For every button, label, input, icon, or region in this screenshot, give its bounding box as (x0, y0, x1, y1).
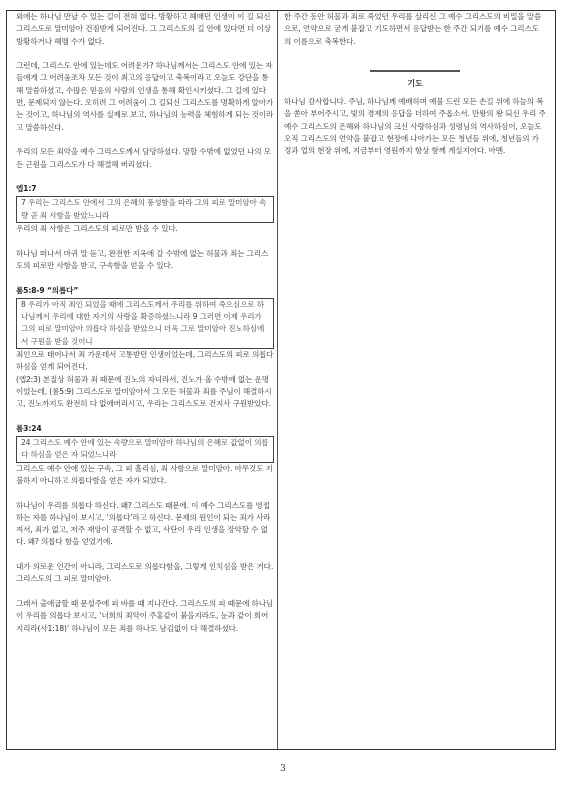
scripture-reference: 엡1:7 (16, 184, 37, 194)
paragraph: 죄인으로 태어나서 죄 가운데서 고통받던 인생이었는데, 그리스도의 피로 의롭다 하심을 얻게 되어진다. (16, 350, 274, 372)
column-divider (277, 11, 278, 749)
prayer-heading: 기도 (370, 70, 460, 90)
scripture-reference: 롬3:24 (16, 423, 42, 433)
paragraph: 우리의 모든 죄악을 예수 그리스도께서 담당하셨다. 망할 수밖에 없었던 나의 모든 근원을 그리스도가 다 해결해 버리셨다. (16, 147, 271, 169)
page-frame (6, 10, 556, 750)
page-number: 3 (280, 764, 286, 774)
scripture-reference: 롬5:8-9 “의롭다” (16, 285, 79, 295)
scripture-verse-box: 24 그리스도 예수 안에 있는 속량으로 말미암아 하나님의 은혜로 값없이 의롭다 하심을 얻은 자 되었느니라 (16, 436, 274, 463)
paragraph: 우리의 죄 사함은 그리스도의 피로만 받을 수 있다. (16, 224, 178, 234)
paragraph: 한 주간 동안 허물과 죄로 죽었던 우리를 살리신 그 예수 그리스도의 비밀을 말씀으로, 언약으로 굳게 붙잡고 기도하면서 응답받는 한 주간 되기를 예수 그리스도의 이름으로 축복한다. (284, 12, 542, 46)
paragraph: 그래서 출애굽할 때 문설주에 피 바를 때 지나간다. 그리스도의 피 때문에 하나님이 우리를 의롭다 보시고, ‘너희의 죄악이 주홍같이 붉을지라도, 눈과 같이 희어지리라(사1:18)’ 하나님이 모든 죄를 하나도 남김없이 다 해결하셨다. (16, 598, 274, 633)
paragraph: 내가 의로운 인간이 아니라, 그리스도로 의롭다함을, 그렇게 인치심을 받은 거다. 그리스도의 그 피로 말미암아. (16, 562, 274, 584)
paragraph: 그런데, 그리스도 안에 있는데도 어려운가? 하나님께서는 그리스도 안에 있는 자들에게 그 어려움조차 모든 것이 최고의 응답이고 축복이라고 오늘도 강단을 통해 말씀하셨고, 수많은 믿음의 사람의 인생을 통해 확인시키셨다. 그 길에 있다면, 문제되지 않는다. 오히려 그 어려움이 그 길되신 그리스도를 명확하게 알아가는 것이고, 하나님의 역사를 실제로 보고, 하나님의 능력을 체험하게 되는 것이라고 말씀하신다. (16, 61, 274, 132)
paragraph: 그리스도 예수 안에 있는 구속, 그 피 흘리심, 죄 사함으로 말미암아. 아무것도 지불하지 아니하고 의롭다함을 얻은 자가 되었다. (16, 463, 273, 485)
right-column (284, 11, 546, 158)
paragraph: 외에는 하나님 만날 수 있는 길이 전혀 없다. 방황하고 헤매던 인생이 이 길 되신 그리스도로 말미암아 건짐받게 되어진다. 그 그리스도의 길 안에 있다면 더 이상 방황하거나 헤맬 수가 없다. (16, 12, 271, 46)
scripture-verse-box: 8 우리가 아직 죄인 되었을 때에 그리스도께서 우리를 위하여 죽으심으로 하나님께서 우리에 대한 자기의 사랑을 확증하셨느니라 9 그러면 이제 우리가 그의 피로 말미암아 의롭다 하심을 받았으니 더욱 그로 말미암아 진노하심에서 구원을 받을 것이니 (16, 298, 274, 349)
paragraph: 하나님이 우리를 의롭다 하신다. 왜? 그리스도 때문에. 이 예수 그리스도를 영접하는 자를 하나님이 보시고, ‘의롭다’라고 하신다. 문제의 원인이 되는 죄가 사라져서, 죄가 없고, 저주 재앙이 공격할 수 없고, 사단이 우리 인생을 장악할 수 없다. 왜? 의롭다 함을 얻었기에. (16, 500, 271, 547)
left-column (16, 11, 274, 635)
prayer-text: 하나님 감사합니다. 주님, 하나님께 예배하며 예물 드린 모든 손길 위에 하늘의 복을 쏟아 부어주시고, 빛의 경제의 응답을 더하여 주옵소서. 만왕의 왕 되신 우리 주 예수 그리스도의 은혜와 하나님의 크신 사랑하심과 성령님의 역사하심이, 오늘도 오직 그리스도의 언약을 붙잡고 현장에 나아가는 모든 청년들 위에, 청년들의 가정과 업의 현장 위에, 지금부터 영원까지 항상 함께 계실지어다. 아멘. (284, 97, 546, 156)
paragraph: 하나님 떠나서 마귀 말 듣고, 완전한 지옥에 갈 수밖에 없는 허물과 죄는 그리스도의 피로만 사함을 받고, 구속함을 얻을 수 있다. (16, 248, 269, 270)
scripture-verse-box: 7 우리는 그리스도 안에서 그의 은혜의 풍성함을 따라 그의 피로 말미암아 속량 곧 죄 사함을 받았느니라 (16, 196, 274, 223)
paragraph: (엡2:3) 본질상 허물과 죄 때문에 진노의 자녀라서, 진노가 올 수밖에 없는 운명이었는데, (롬5:9) 그리스도로 말미암아서 그 모든 허물과 죄를 주님이 해결하시고, 진노까지도 완전히 다 없애버리시고, 우리는 그리스도로 건지사 구원받았다. (16, 374, 272, 409)
